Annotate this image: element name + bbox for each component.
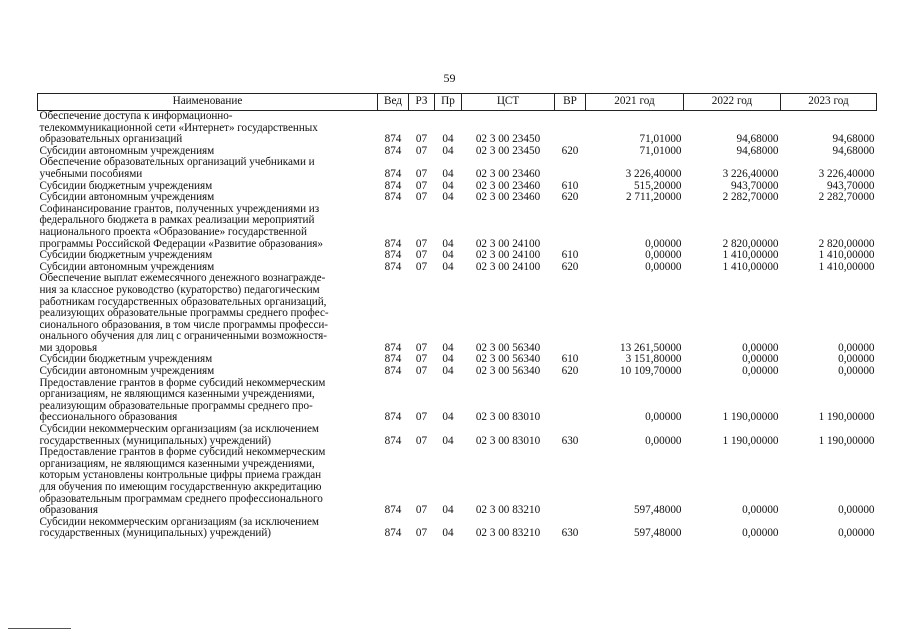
row-ved: 874 bbox=[384, 260, 402, 273]
row-name: Обеспечение выплат ежемесячного денежного вознагражде- ния за классное руководство (кураторство) педагогическим работникам государственных образовательных организаций, реализующих образовательные программы среднего профес- сионального образования, в том числе программы професси- онального обучения для лиц с ограниченными возможностя- ми здоровья bbox=[39, 272, 329, 354]
row-2023: 0,00000 bbox=[838, 341, 875, 354]
table-row bbox=[38, 424, 877, 447]
table-row bbox=[38, 378, 877, 424]
row-2023: 1 190,00000 bbox=[818, 411, 875, 424]
row-2021: 3 151,80000 bbox=[625, 353, 682, 366]
row-rz: 07 bbox=[415, 365, 428, 378]
row-cst: 02 3 00 23450 bbox=[475, 144, 541, 157]
row-vr: 620 bbox=[561, 191, 579, 204]
row-2022: 0,00000 bbox=[742, 527, 779, 540]
row-ved: 874 bbox=[384, 434, 402, 447]
row-name: Предоставление грантов в форме субсидий некоммерческим организациям, не являющимся казенными учреждениями, которым установлены контрольные цифры приема граждан для обучения по имеющим государственную аккредитацию образовательным программам среднего профессионального образования bbox=[39, 446, 326, 517]
row-name: Субсидии автономным учреждениям bbox=[39, 260, 215, 273]
row-cst: 02 3 00 56340 bbox=[475, 341, 541, 354]
row-2021: 0,00000 bbox=[645, 434, 682, 447]
header-cst: ЦСТ bbox=[462, 94, 555, 111]
table-row bbox=[38, 447, 877, 517]
row-2022: 2 282,70000 bbox=[722, 191, 779, 204]
row-2023: 94,68000 bbox=[832, 144, 875, 157]
table-row bbox=[38, 157, 877, 180]
row-pr: 04 bbox=[442, 260, 454, 273]
row-cst: 02 3 00 24100 bbox=[475, 260, 541, 273]
header-vr: ВР bbox=[555, 94, 586, 111]
row-2022: 0,00000 bbox=[742, 504, 779, 517]
table-header bbox=[38, 94, 877, 111]
table-row bbox=[38, 517, 877, 540]
row-2023: 0,00000 bbox=[838, 527, 875, 540]
row-pr: 04 bbox=[442, 167, 454, 180]
row-2023: 94,68000 bbox=[832, 133, 875, 146]
row-2021: 597,48000 bbox=[633, 504, 682, 517]
row-2021: 597,48000 bbox=[633, 527, 682, 540]
row-name: Субсидии бюджетным учреждениям bbox=[39, 179, 213, 192]
row-rz: 07 bbox=[415, 237, 428, 250]
row-name: Субсидии бюджетным учреждениям bbox=[39, 249, 213, 262]
row-name: Субсидии автономным учреждениям bbox=[39, 144, 215, 157]
table-row bbox=[38, 192, 877, 204]
row-rz: 07 bbox=[415, 133, 428, 146]
header-name: Наименование bbox=[38, 94, 378, 111]
row-ved: 874 bbox=[384, 144, 402, 157]
row-cst: 02 3 00 23460 bbox=[475, 191, 541, 204]
row-2023: 943,70000 bbox=[826, 179, 875, 192]
row-2021: 71,01000 bbox=[639, 144, 682, 157]
row-rz: 07 bbox=[415, 341, 428, 354]
row-vr: 610 bbox=[561, 249, 579, 262]
row-ved: 874 bbox=[384, 353, 402, 366]
header-row bbox=[38, 94, 877, 111]
row-2021: 0,00000 bbox=[645, 411, 682, 424]
row-vr: 610 bbox=[561, 353, 579, 366]
table-row bbox=[38, 204, 877, 250]
row-cst: 02 3 00 23460 bbox=[475, 167, 541, 180]
row-cst: 02 3 00 23460 bbox=[475, 179, 541, 192]
header-rz: РЗ bbox=[409, 94, 435, 111]
row-vr bbox=[555, 273, 586, 354]
row-2021: 0,00000 bbox=[645, 249, 682, 262]
row-2022: 0,00000 bbox=[742, 365, 779, 378]
header-2023: 2023 год bbox=[781, 94, 877, 111]
row-pr: 04 bbox=[442, 411, 454, 424]
row-2021: 13 261,50000 bbox=[619, 341, 682, 354]
table-body bbox=[38, 111, 877, 540]
table-row bbox=[38, 366, 877, 378]
row-name: Обеспечение доступа к информационно- телекоммуникационной сети «Интернет» государственных образовательных организаций bbox=[39, 110, 318, 146]
row-cst: 02 3 00 56340 bbox=[475, 365, 541, 378]
row-vr: 630 bbox=[561, 527, 579, 540]
row-pr: 04 bbox=[442, 237, 454, 250]
table-row bbox=[38, 111, 877, 146]
row-cst: 02 3 00 24100 bbox=[475, 249, 541, 262]
row-ved: 874 bbox=[384, 249, 402, 262]
row-name: Субсидии автономным учреждениям bbox=[39, 191, 215, 204]
row-vr bbox=[555, 157, 586, 180]
row-2021: 10 109,70000 bbox=[619, 365, 682, 378]
row-vr: 620 bbox=[561, 365, 579, 378]
row-pr: 04 bbox=[442, 249, 454, 262]
budget-table bbox=[37, 93, 877, 540]
row-2022: 1 190,00000 bbox=[722, 434, 779, 447]
table-row bbox=[38, 250, 877, 262]
row-vr bbox=[555, 111, 586, 146]
row-2023: 1 190,00000 bbox=[818, 434, 875, 447]
header-2021: 2021 год bbox=[586, 94, 684, 111]
row-cst: 02 3 00 83010 bbox=[475, 434, 541, 447]
row-pr: 04 bbox=[442, 341, 454, 354]
row-vr: 620 bbox=[561, 144, 579, 157]
row-vr bbox=[555, 204, 586, 250]
row-rz: 07 bbox=[415, 179, 428, 192]
row-rz: 07 bbox=[415, 144, 428, 157]
row-cst: 02 3 00 23450 bbox=[475, 133, 541, 146]
row-name: Предоставление грантов в форме субсидий некоммерческим организациям, не являющимся казенными учреждениями, реализующим образовательные программы среднего про- фессионального образования bbox=[39, 376, 326, 424]
row-vr: 630 bbox=[561, 434, 579, 447]
page-number: 59 bbox=[443, 71, 456, 85]
header-ved: Вед bbox=[378, 94, 409, 111]
row-vr bbox=[555, 378, 586, 424]
row-2023: 2 282,70000 bbox=[818, 191, 875, 204]
row-pr: 04 bbox=[442, 133, 454, 146]
row-ved: 874 bbox=[384, 237, 402, 250]
row-name: Субсидии автономным учреждениям bbox=[39, 365, 215, 378]
row-name: Софинансирование грантов, полученных учреждениями из федерального бюджета в рамках реализации мероприятий национального проекта «Образование» государственной программы Российской Федерации «Развитие образования» bbox=[39, 202, 323, 250]
row-2022: 2 820,00000 bbox=[722, 237, 779, 250]
row-rz: 07 bbox=[415, 353, 428, 366]
row-cst: 02 3 00 56340 bbox=[475, 353, 541, 366]
row-2023: 0,00000 bbox=[838, 365, 875, 378]
row-2023: 1 410,00000 bbox=[818, 249, 875, 262]
footnote-divider bbox=[8, 628, 71, 629]
row-rz: 07 bbox=[415, 191, 428, 204]
row-2022: 1 410,00000 bbox=[722, 260, 779, 273]
row-pr: 04 bbox=[442, 179, 454, 192]
row-rz: 07 bbox=[415, 411, 428, 424]
row-pr: 04 bbox=[442, 365, 454, 378]
row-vr: 620 bbox=[561, 260, 579, 273]
row-cst: 02 3 00 83010 bbox=[475, 411, 541, 424]
row-cst: 02 3 00 83210 bbox=[475, 504, 541, 517]
row-rz: 07 bbox=[415, 249, 428, 262]
row-pr: 04 bbox=[442, 353, 454, 366]
row-vr: 610 bbox=[561, 179, 579, 192]
row-rz: 07 bbox=[415, 527, 428, 540]
row-ved: 874 bbox=[384, 365, 402, 378]
row-2021: 3 226,40000 bbox=[625, 167, 682, 180]
row-rz: 07 bbox=[415, 167, 428, 180]
row-2023: 2 820,00000 bbox=[818, 237, 875, 250]
row-rz: 07 bbox=[415, 434, 428, 447]
row-2022: 1 190,00000 bbox=[722, 411, 779, 424]
row-ved: 874 bbox=[384, 341, 402, 354]
row-vr bbox=[555, 447, 586, 517]
row-cst: 02 3 00 83210 bbox=[475, 527, 541, 540]
row-2021: 71,01000 bbox=[639, 133, 682, 146]
row-2021: 515,20000 bbox=[633, 179, 682, 192]
row-ved: 874 bbox=[384, 179, 402, 192]
row-2021: 0,00000 bbox=[645, 237, 682, 250]
row-pr: 04 bbox=[442, 434, 454, 447]
header-2022: 2022 год bbox=[684, 94, 781, 111]
table-row bbox=[38, 273, 877, 354]
row-2023: 0,00000 bbox=[838, 353, 875, 366]
row-2022: 943,70000 bbox=[730, 179, 779, 192]
row-ved: 874 bbox=[384, 527, 402, 540]
row-ved: 874 bbox=[384, 167, 402, 180]
row-2023: 0,00000 bbox=[838, 504, 875, 517]
row-name: Субсидии бюджетным учреждениям bbox=[39, 353, 213, 366]
header-pr: Пр bbox=[435, 94, 462, 111]
row-2021: 0,00000 bbox=[645, 260, 682, 273]
row-pr: 04 bbox=[442, 191, 454, 204]
row-2023: 1 410,00000 bbox=[818, 260, 875, 273]
row-ved: 874 bbox=[384, 191, 402, 204]
row-2022: 94,68000 bbox=[736, 144, 779, 157]
row-2022: 0,00000 bbox=[742, 353, 779, 366]
row-rz: 07 bbox=[415, 504, 428, 517]
row-2022: 94,68000 bbox=[736, 133, 779, 146]
row-2022: 0,00000 bbox=[742, 341, 779, 354]
row-name: Субсидии некоммерческим организациям (за исключением государственных (муниципальных) учреждений) bbox=[39, 515, 319, 540]
row-pr: 04 bbox=[442, 527, 454, 540]
row-cst: 02 3 00 24100 bbox=[475, 237, 541, 250]
row-2021: 2 711,20000 bbox=[625, 191, 682, 204]
row-rz: 07 bbox=[415, 260, 428, 273]
row-name: Обеспечение образовательных организаций учебниками и учебными пособиями bbox=[39, 156, 315, 180]
row-ved: 874 bbox=[384, 504, 402, 517]
row-pr: 04 bbox=[442, 504, 454, 517]
row-pr: 04 bbox=[442, 144, 454, 157]
row-2023: 3 226,40000 bbox=[818, 167, 875, 180]
row-ved: 874 bbox=[384, 411, 402, 424]
row-2022: 1 410,00000 bbox=[722, 249, 779, 262]
row-2022: 3 226,40000 bbox=[722, 167, 779, 180]
row-name: Субсидии некоммерческим организациям (за исключением государственных (муниципальных) учреждений) bbox=[39, 423, 319, 447]
row-ved: 874 bbox=[384, 133, 402, 146]
